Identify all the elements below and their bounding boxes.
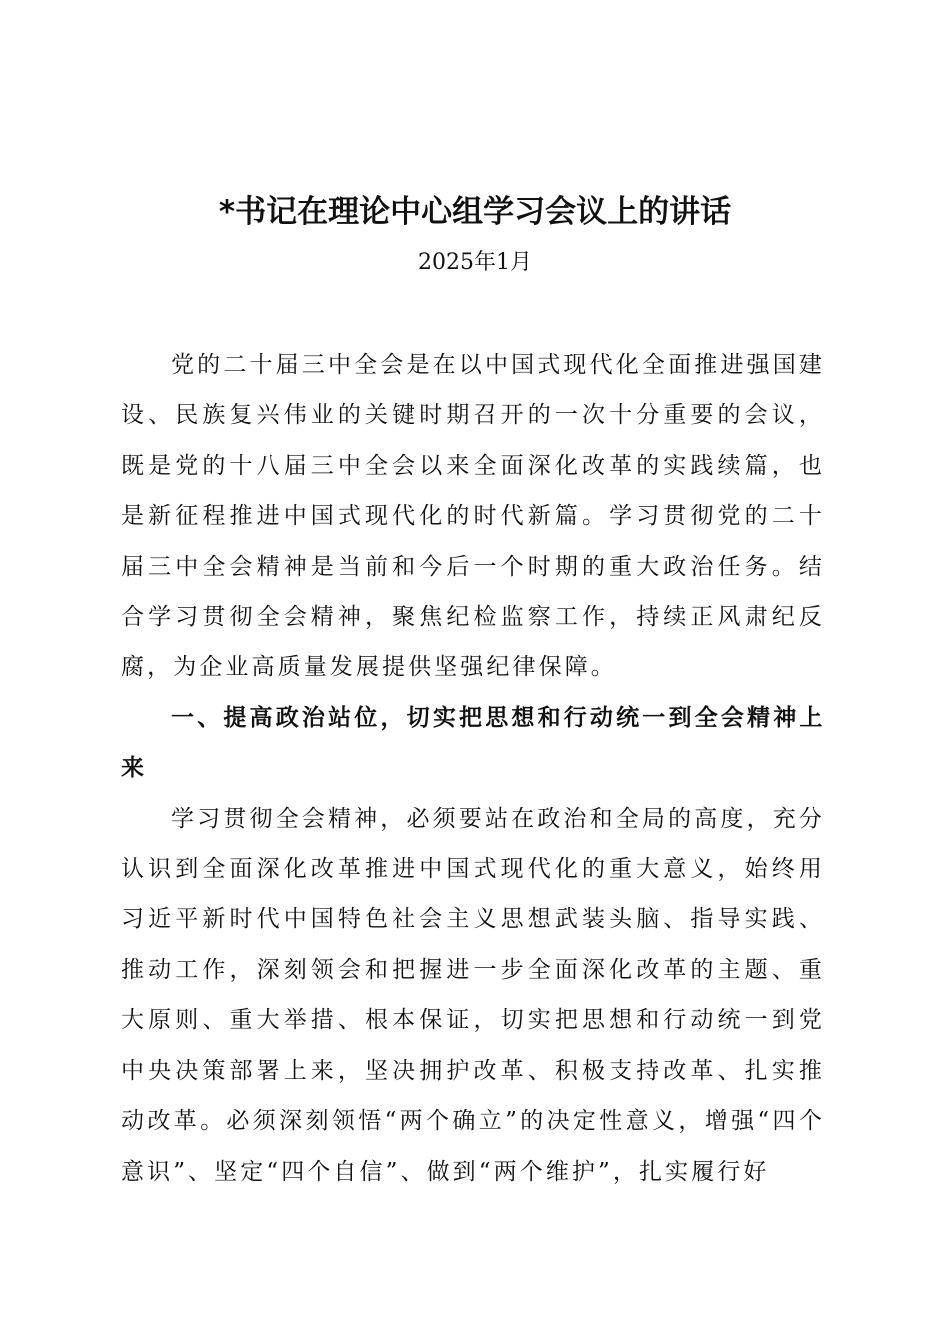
body-paragraph: 学习贯彻全会精神，必须要站在政治和全局的高度，充分认识到全面深化改革推进中国式现代化的重大意义，始终用习近平新时代中国特色社会主义思想武装头脑、指导实践、推动工作，深刻领会和把握进一步全面深化改革的主题、重大原则、重大举措、根本保证，切实把思想和行动统一到党中央决策部署上来，坚决拥护改革、积极支持改革、扎实推动改革。必须深刻领悟“两个确立”的决定性意义，增强“四个意识”、坚定“四个自信”、做到“两个维护”，扎实履行好: [121, 805, 825, 1185]
document-date: 2025年1月: [418, 250, 532, 275]
document-title: *书记在理论中心组学习会议上的讲话: [218, 194, 732, 230]
section-heading: 一、提高政治站位，切实把思想和行动统一到全会精神上来: [121, 704, 825, 782]
document-body: [121, 340, 825, 1197]
body-paragraph: 党的二十届三中全会是在以中国式现代化全面推进强国建设、民族复兴伟业的关键时期召开的一次十分重要的会议，既是党的十八届三中全会以来全面深化改革的实践续篇，也是新征程推进中国式现代化的时代新篇。学习贯彻党的二十届三中全会精神是当前和今后一个时期的重大政治任务。结合学习贯彻全会精神，聚焦纪检监察工作，持续正风肃纪反腐，为企业高质量发展提供坚强纪律保障。: [121, 352, 825, 681]
